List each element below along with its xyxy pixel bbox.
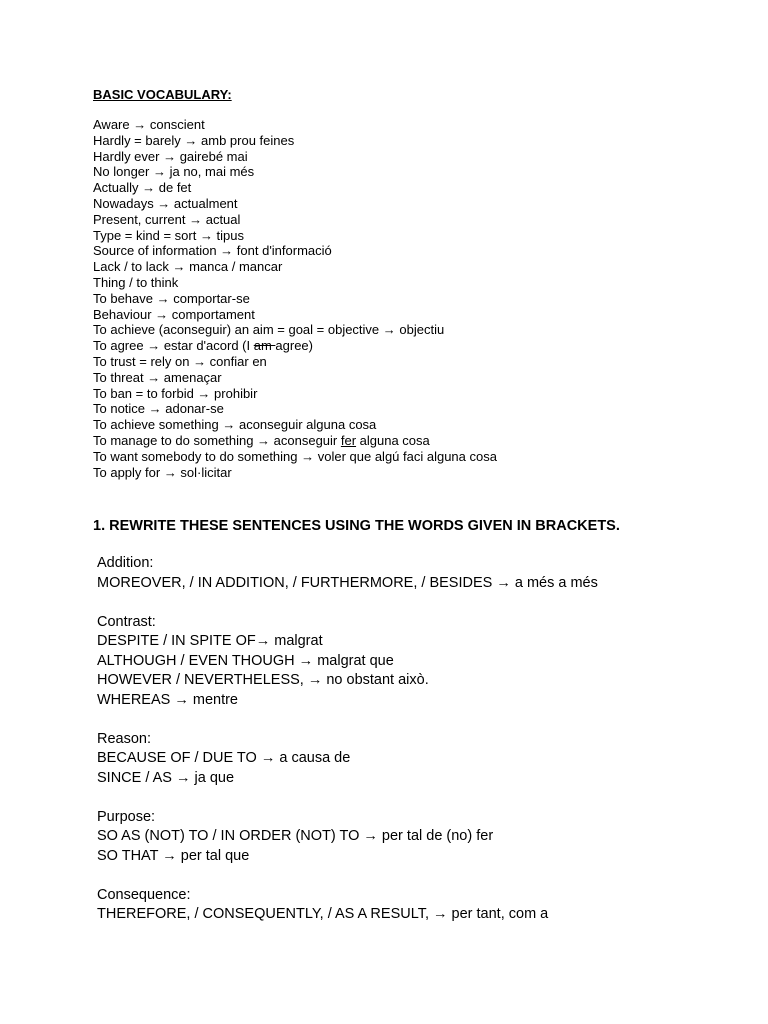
vocabulary-item: No longer → ja no, mai més bbox=[93, 164, 255, 180]
vocabulary-item-manage bbox=[93, 433, 497, 449]
connector-line: SO THAT → per tal que bbox=[97, 847, 250, 864]
vocabulary-item: Hardly = barely → amb prou feines bbox=[93, 132, 295, 148]
connector-line: THEREFORE, / CONSEQUENTLY, / AS A RESULT, → per tant, com a bbox=[97, 906, 549, 922]
vocabulary-item: Actually → de fet bbox=[93, 180, 192, 196]
vocabulary-item: To want somebody to do something → voler que algú faci alguna cosa bbox=[93, 448, 497, 464]
vocabulary-item: To notice → adonar-se bbox=[93, 401, 224, 417]
vocabulary-item: To achieve something → aconseguir alguna cosa bbox=[93, 417, 377, 433]
vocabulary-item: Nowadays → actualment bbox=[93, 195, 238, 211]
vocabulary-item: Hardly ever → gairebé mai bbox=[93, 148, 248, 164]
connector-group-consequence bbox=[97, 886, 598, 925]
connector-group-purpose bbox=[97, 808, 598, 867]
agree-tail-text: agree) bbox=[275, 338, 313, 354]
connectors-section bbox=[97, 554, 598, 944]
vocabulary-item: Behaviour → comportament bbox=[93, 306, 255, 322]
connector-group-label: Contrast: bbox=[97, 613, 156, 630]
connector-group-addition bbox=[97, 554, 598, 593]
connector-group-label: Purpose: bbox=[97, 808, 156, 825]
manage-tail-text: alguna cosa bbox=[356, 432, 430, 448]
connector-line: SINCE / AS → ja que bbox=[97, 769, 235, 786]
vocabulary-item: Present, current → actual bbox=[93, 211, 241, 227]
connector-line: WHEREAS → mentre bbox=[97, 691, 238, 708]
vocabulary-item: Aware → conscient bbox=[93, 117, 205, 132]
connector-group-reason bbox=[97, 730, 598, 789]
vocabulary-item: Lack / to lack → manca / mancar bbox=[93, 259, 283, 275]
vocabulary-item: Type = kind = sort → tipus bbox=[93, 227, 245, 243]
vocabulary-item: To ban = to forbid → prohibir bbox=[93, 385, 258, 401]
vocabulary-item: Source of information → font d'informació bbox=[93, 243, 332, 259]
connector-line: SO AS (NOT) TO / IN ORDER (NOT) TO → per tal de (no) fer bbox=[97, 828, 494, 844]
vocabulary-list bbox=[93, 117, 497, 480]
connector-line: BECAUSE OF / DUE TO → a causa de bbox=[97, 750, 351, 766]
connector-group-label: Reason: bbox=[97, 730, 152, 747]
connector-line: MOREOVER, / IN ADDITION, / FURTHERMORE, / BESIDES → a més a més bbox=[97, 574, 598, 591]
vocabulary-item: To threat → amenaçar bbox=[93, 369, 222, 385]
vocabulary-item: To trust = rely on → confiar en bbox=[93, 353, 267, 369]
agree-text: To agree → estar d'acord (I bbox=[93, 338, 254, 354]
vocabulary-item: To apply for → sol·licitar bbox=[93, 464, 232, 480]
manage-underlined-text: fer bbox=[340, 432, 357, 448]
vocabulary-item: To behave → comportar-se bbox=[93, 290, 250, 306]
vocabulary-item: Thing / to think bbox=[93, 274, 179, 290]
agree-struck-text: am bbox=[253, 338, 276, 354]
vocabulary-item: To achieve (aconseguir) an aim = goal = objective → objectiu bbox=[93, 322, 445, 338]
vocabulary-item-agree bbox=[93, 338, 497, 354]
connector-line: HOWEVER / NEVERTHELESS, → no obstant això. bbox=[97, 672, 429, 688]
connector-group-contrast bbox=[97, 613, 598, 711]
connector-group-label: Addition: bbox=[97, 555, 154, 571]
connector-line: ALTHOUGH / EVEN THOUGH → malgrat que bbox=[97, 652, 394, 669]
connector-line: DESPITE / IN SPITE OF→ malgrat bbox=[97, 633, 323, 649]
manage-text: To manage to do something → aconseguir bbox=[93, 432, 341, 448]
connector-group-label: Consequence: bbox=[97, 886, 191, 903]
exercise-title: 1. REWRITE THESE SENTENCES USING THE WORDS GIVEN IN BRACKETS. bbox=[93, 518, 620, 534]
vocabulary-heading: BASIC VOCABULARY: bbox=[93, 87, 232, 102]
